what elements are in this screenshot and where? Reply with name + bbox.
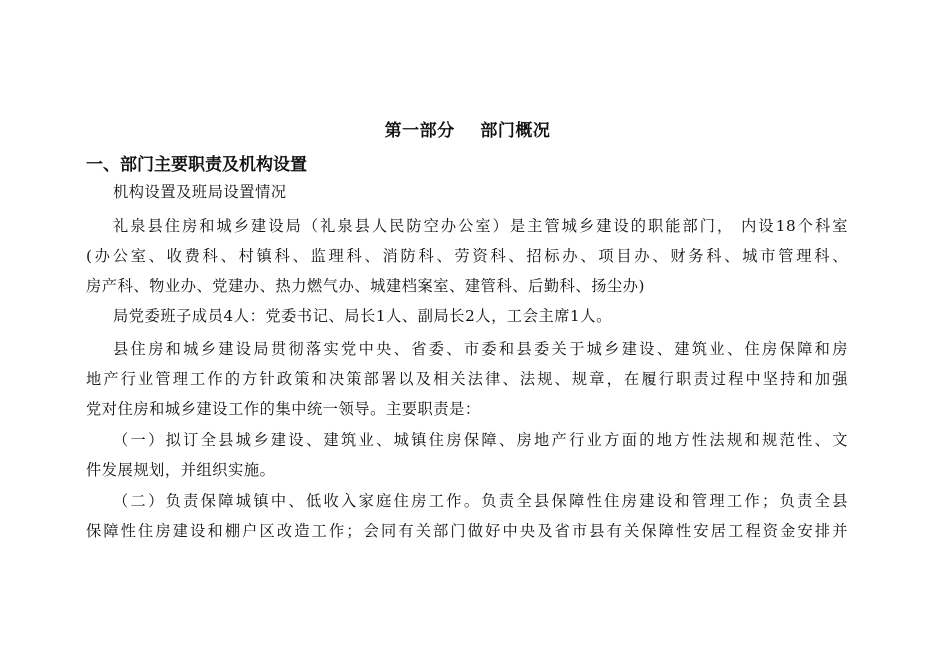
paragraph-line: 保障性住房建设和棚户区改造工作；会同有关部门做好中央及省市县有关保障性安居工程资金安排并 <box>86 522 848 540</box>
page-title: 第一部分 部门概况 <box>384 121 551 141</box>
paragraph-line: （二）负责保障城镇中、低收入家庭住房工作。负责全县保障性住房建设和管理工作；负责全县 <box>113 492 848 510</box>
section-heading: 一、部门主要职责及机构设置 <box>86 155 307 175</box>
paragraph-line: 党对住房和城乡建设工作的集中统一领导。主要职责是： <box>86 400 481 418</box>
paragraph-line: 房产科、物业办、党建办、热力燃气办、城建档案室、建管科、后勤科、扬尘办) <box>86 277 646 295</box>
paragraph-line: （一）拟订全县城乡建设、建筑业、城镇住房保障、房地产行业方面的地方性法规和规范性、文 <box>113 431 848 449</box>
paragraph-line: (办公室、收费科、村镇科、监理科、消防科、劳资科、招标办、项目办、财务科、城市管理科、 <box>86 247 848 265</box>
paragraph-line: 局党委班子成员4人：党委书记、局长1人、副局长2人，工会主席1人。 <box>113 307 612 325</box>
paragraph-line: 县住房和城乡建设局贯彻落实党中央、省委、市委和县委关于城乡建设、建筑业、住房保障和房 <box>113 340 848 358</box>
paragraph-line: 地产行业管理工作的方针政策和决策部署以及相关法律、法规、规章，在履行职责过程中坚持和加强 <box>86 370 848 388</box>
paragraph-line: 机构设置及班局设置情况 <box>113 183 287 201</box>
paragraph-line: 礼泉县住房和城乡建设局（礼泉县人民防空办公室）是主管城乡建设的职能部门， 内设18个科室 <box>113 217 848 235</box>
paragraph-line: 件发展规划，并组织实施。 <box>86 461 276 479</box>
